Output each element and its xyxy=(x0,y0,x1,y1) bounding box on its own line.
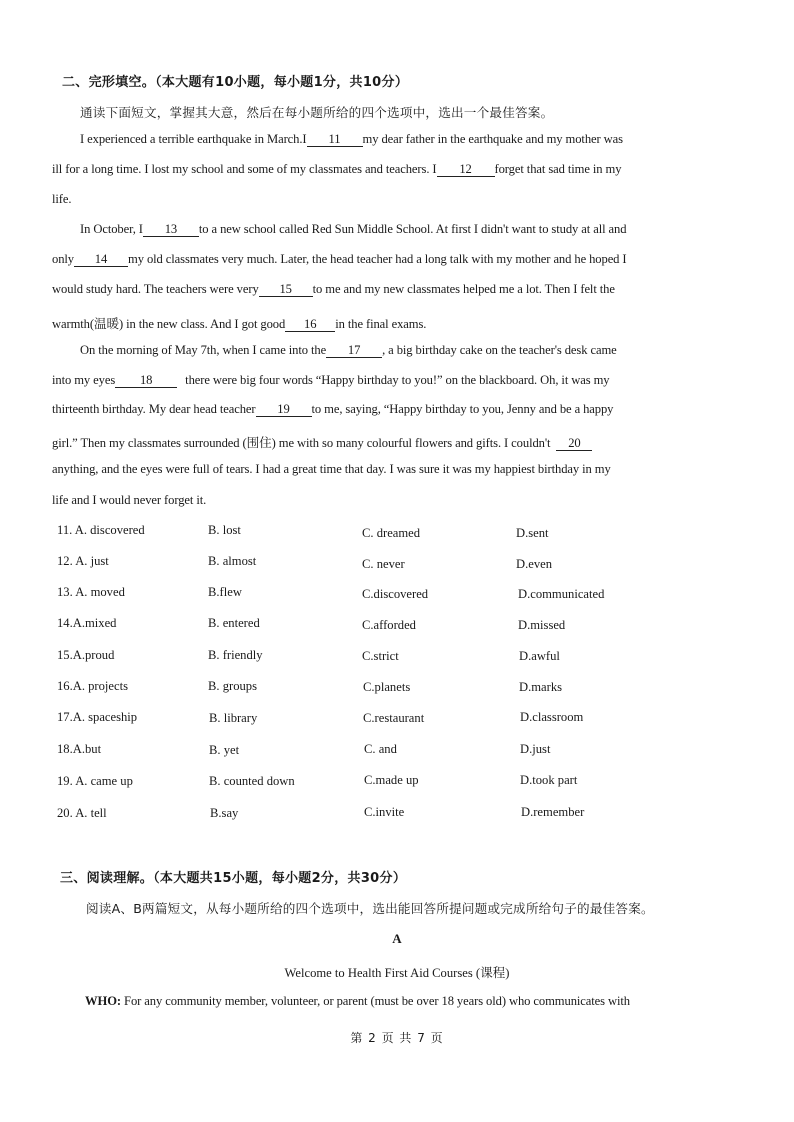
passage-text: warmth(温暖) in the new class. And I got good xyxy=(52,317,286,331)
blank-16: 16 xyxy=(285,317,335,332)
passage-text: life. xyxy=(52,192,72,206)
option-d: D.took part xyxy=(520,773,578,787)
option-c: C.made up xyxy=(364,773,419,787)
option-b: B. library xyxy=(209,711,258,725)
section-3-heading: 三、阅读理解。（本大题共15小题，每小题2分，共30分） xyxy=(60,871,407,886)
passage-line xyxy=(80,132,623,147)
passage-text: to a new school called Red Sun Middle School. At first I didn't want to study at all and xyxy=(198,222,627,236)
option-a: 19. A. came up xyxy=(57,774,133,788)
passage-text: forget that sad time in my xyxy=(494,162,622,176)
section-2-heading: 二、完形填空。（本大题有10小题，每小题1分，共10分） xyxy=(62,75,409,90)
option-d: D.classroom xyxy=(520,710,584,724)
section-2-instruction: 通读下面短文，掌握其大意，然后在每小题所给的四个选项中，选出一个最佳答案。 xyxy=(80,105,554,120)
who-label: WHO: xyxy=(85,994,121,1008)
option-b: B. almost xyxy=(208,554,257,568)
option-c: C.planets xyxy=(363,680,411,694)
option-c: C. never xyxy=(362,557,405,571)
passage-line xyxy=(80,222,626,237)
passage-text: anything, and the eyes were full of tears. I had a great time that day. I was sure it was my happiest birthday in my xyxy=(52,462,611,476)
option-c: C.invite xyxy=(364,805,405,819)
passage-text: my old classmates very much. Later, the head teacher had a long talk with my mother and he hoped I xyxy=(128,252,627,266)
blank-12: 12 xyxy=(437,162,495,177)
passage-text: to me and my new classmates helped me a lot. Then I felt the xyxy=(312,282,615,296)
blank-14: 14 xyxy=(74,252,128,267)
passage-line xyxy=(52,252,627,267)
passage-line xyxy=(52,192,71,207)
option-d: D.awful xyxy=(519,649,560,663)
option-a: 14.A.mixed xyxy=(57,616,117,630)
passage-text: I experienced a terrible earthquake in March.I xyxy=(80,132,307,146)
passage-line xyxy=(52,313,426,332)
blank-18: 18 xyxy=(115,373,177,388)
option-c: C. dreamed xyxy=(362,526,421,540)
option-b: B. friendly xyxy=(208,648,263,662)
passage-text: life and I would never forget it. xyxy=(52,493,207,507)
blank-20: 20 xyxy=(556,436,592,451)
blank-11: 11 xyxy=(307,132,363,147)
option-b: B. counted down xyxy=(209,774,295,788)
passage-text: ill for a long time. I lost my school and some of my classmates and teachers. I xyxy=(52,162,437,176)
passage-text: girl.” Then my classmates surrounded (围住) me with so many colourful flowers and gifts. I couldn't xyxy=(52,436,551,450)
option-c: C.restaurant xyxy=(363,711,425,725)
passage-text: would study hard. The teachers were very xyxy=(52,282,259,296)
option-b: B. lost xyxy=(208,523,241,537)
passage-text: , a big birthday cake on the teacher's desk came xyxy=(382,343,617,357)
passage-line xyxy=(52,432,592,451)
passage-line xyxy=(52,493,206,508)
passage-text: in the final exams. xyxy=(335,317,427,331)
option-c: C.strict xyxy=(362,649,399,663)
passage-text: there were big four words “Happy birthday to you!” on the blackboard. Oh, it was my xyxy=(185,373,610,387)
passage-text: to me, saying, “Happy birthday to you, Jenny and be a happy xyxy=(311,402,614,416)
option-a: 17.A. spaceship xyxy=(57,710,138,724)
passage-line xyxy=(52,282,615,297)
passage-text: my dear father in the earthquake and my mother was xyxy=(362,132,623,146)
option-b: B. entered xyxy=(208,616,260,630)
who-text: For any community member, volunteer, or parent (must be over 18 years old) who communicates with xyxy=(124,994,631,1008)
blank-17: 17 xyxy=(326,343,382,358)
option-d: D.marks xyxy=(519,680,563,694)
passage-line xyxy=(80,343,617,358)
option-d: D.communicated xyxy=(518,587,605,601)
course-title: Welcome to Health First Aid Courses (课程) xyxy=(284,966,510,980)
passage-line xyxy=(52,373,610,388)
passage-text: On the morning of May 7th, when I came into the xyxy=(80,343,327,357)
section-3-instruction: 阅读A、B两篇短文，从每小题所给的四个选项中，选出能回答所提问题或完成所给句子的最佳答案。 xyxy=(86,901,654,916)
option-b: B. yet xyxy=(209,743,240,757)
passage-a-label: A xyxy=(392,931,402,946)
option-c: C.afforded xyxy=(362,618,416,632)
blank-15: 15 xyxy=(259,282,313,297)
option-a: 13. A. moved xyxy=(57,585,125,599)
page-number: 第 2 页 共 7 页 xyxy=(350,1031,444,1045)
passage-text: In October, I xyxy=(80,222,143,236)
option-b: B.say xyxy=(210,806,239,820)
option-a: 16.A. projects xyxy=(57,679,128,693)
option-a: 12. A. just xyxy=(57,554,109,568)
option-b: B.flew xyxy=(208,585,242,599)
option-a: 15.A.proud xyxy=(57,648,115,662)
option-d: D.missed xyxy=(518,618,566,632)
option-a: 20. A. tell xyxy=(57,806,107,820)
passage-text: thirteenth birthday. My dear head teacher xyxy=(52,402,256,416)
who-line xyxy=(85,994,630,1009)
option-b: B. groups xyxy=(208,679,257,693)
passage-line xyxy=(52,462,611,477)
option-d: D.sent xyxy=(516,526,549,540)
option-d: D.just xyxy=(520,742,551,756)
option-c: C. and xyxy=(364,742,397,756)
blank-19: 19 xyxy=(256,402,312,417)
passage-text: into my eyes xyxy=(52,373,116,387)
option-a: 18.A.but xyxy=(57,742,102,756)
option-d: D.remember xyxy=(521,805,585,819)
passage-line xyxy=(52,162,621,177)
option-c: C.discovered xyxy=(362,587,429,601)
option-a: 11. A. discovered xyxy=(57,523,145,537)
blank-13: 13 xyxy=(143,222,199,237)
passage-text: only xyxy=(52,252,74,266)
passage-line xyxy=(52,402,613,417)
option-d: D.even xyxy=(516,557,553,571)
